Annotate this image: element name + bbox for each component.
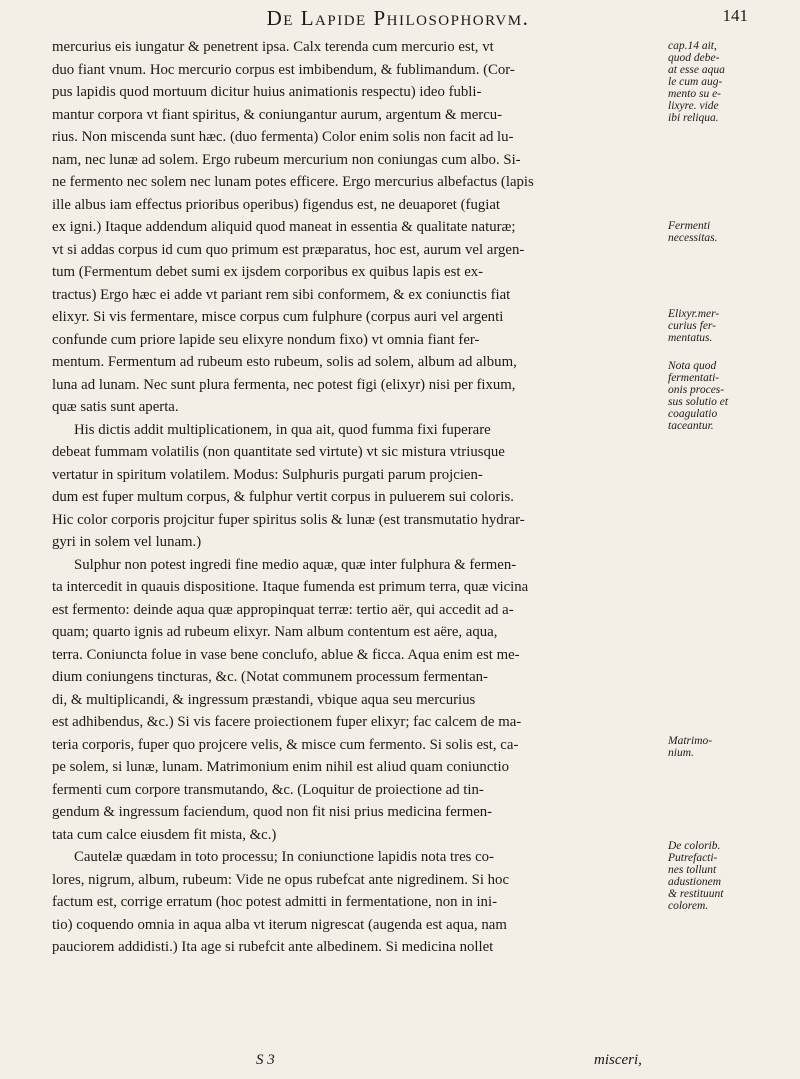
marginal-note-line: & restituunt <box>668 888 724 900</box>
text-line: fermenti cum corpore transmutando, &c. (Loquitur de proiectione ad tin- <box>52 781 484 798</box>
text-line: Cautelæ quædam in toto processu; In coniunctione lapidis nota tres co- <box>74 849 494 865</box>
text-line: mercurius eis iungatur & penetrent ipsa. Calx terenda cum mercurio est, vt <box>52 39 494 55</box>
text-line: gendum & ingressum faciendum, quod non fit nisi prius medicina fermen- <box>52 804 493 820</box>
text-line: pe solem, si lunæ, lunam. Matrimonium enim nihil est aliud quam coniunctio <box>52 759 510 775</box>
marginal-note-line: curius fer- <box>668 320 716 332</box>
marginal-note-6 <box>668 840 796 912</box>
text-line: terra. Coniuncta folue in vase bene conclufo, ablue & ficca. Aqua enim est me- <box>52 646 520 663</box>
text-line: Sulphur non potest ingredi fine medio aquæ, quæ inter fulphura & fermen- <box>74 556 517 573</box>
text-line: ne fermento nec solem nec lunam potes efficere. Ergo mercurius albefactus (lapis <box>52 174 534 190</box>
marginal-note-4 <box>668 360 796 432</box>
marginal-note-line: nium. <box>668 747 694 759</box>
text-line: tum (Fermentum debet sumi ex ijsdem corporibus ex quibus lapis est ex- <box>52 264 484 280</box>
text-line: luna ad lunam. Nec sunt plura fermenta, nec potest figi (elixyr) nisi per fixum, <box>52 376 516 393</box>
marginal-note-line: sus solutio et <box>668 396 729 408</box>
text-line: elixyr. Si vis fermentare, misce corpus cum fulphure (corpus auri vel argenti <box>52 309 504 325</box>
page-header <box>48 4 748 34</box>
marginal-note-line: De colorib. <box>668 840 721 852</box>
marginal-note-line: mento su e- <box>668 88 722 100</box>
marginal-note-line: fermentati- <box>668 372 720 384</box>
marginal-note-line: le cum aug- <box>668 76 723 88</box>
marginal-note-line: Nota quod <box>668 360 717 372</box>
text-line: mentum. Fermentum ad rubeum esto rubeum, solis ad solem, album ad album, <box>52 354 517 370</box>
marginal-note-line: coagulatio <box>668 408 718 420</box>
marginal-note-5 <box>668 735 796 759</box>
text-line: debeat fummam volatilis (non quantitate sed virtute) vt sic mistura vtriusque <box>52 444 505 460</box>
text-line: quam; quarto ignis ad rubeum elixyr. Nam album contentum est aëre, aqua, <box>52 624 498 640</box>
text-line: mantur corpora vt fiant spiritus, & coniungantur aurum, argentum & mercu- <box>52 106 503 123</box>
marginal-note-line: at esse aqua <box>668 64 725 76</box>
marginal-note-line: colorem. <box>668 900 709 912</box>
marginal-note-2 <box>668 220 796 244</box>
text-line: Hic color corporis projcitur fuper spiritus solis & lunæ (est transmutatio hydrar- <box>52 511 525 528</box>
text-line: pus lapidis quod mortuum dicitur huius animationis respectu) ideo fubli- <box>52 84 482 100</box>
running-head: De Lapide Philosophorvm. <box>266 6 530 30</box>
marginal-note-line: Putrefacti- <box>668 852 718 864</box>
text-line: rius. Non miscenda sunt hæc. (duo fermenta) Color enim solis non facit ad lu- <box>52 129 514 145</box>
text-line: lores, nigrum, album, rubeum: Vide ne opus rubefcat ante nigredinem. Si hoc <box>52 871 510 888</box>
marginal-note-line: Matrimo- <box>668 735 713 747</box>
text-line: tata cum calce eiusdem fit mista, &c.) <box>52 826 277 843</box>
page-number: 141 <box>722 6 748 25</box>
text-line: est adhibendus, &c.) Si vis facere proiectionem fuper elixyr; fac calcem de ma- <box>52 714 522 730</box>
marginal-note-line: onis proces- <box>668 384 725 396</box>
marginal-note-line: adustionem <box>668 876 722 888</box>
text-line: vertatur in spiritum volatilem. Modus: Sulphuris purgati parum projcien- <box>52 466 483 483</box>
text-line: di, & multiplicandi, & ingressum præstandi, vbique aqua seu mercurius <box>52 691 476 708</box>
text-line: est fermento: deinde aqua quæ appropinquat terræ: tertio aër, qui accedit ad a- <box>52 601 514 618</box>
marginal-note-line: ibi reliqua. <box>668 112 719 124</box>
marginal-note-line: mentatus. <box>668 332 713 344</box>
signature-mark: S 3 <box>256 1052 275 1068</box>
marginal-note-line: taceantur. <box>668 420 714 432</box>
marginal-note-line: quod debe- <box>668 52 720 64</box>
text-line: quæ satis sunt aperta. <box>52 399 179 415</box>
marginal-note-line: cap.14 ait, <box>668 40 717 52</box>
marginal-note-line: Fermenti <box>668 220 711 232</box>
marginal-note-line: Elixyr.mer- <box>668 308 720 320</box>
text-line: duo fiant vnum. Hoc mercurio corpus est imbibendum, & fublimandum. (Cor- <box>52 61 515 78</box>
text-line: confunde cum priore lapide seu elixyre nondum fixo) vt omnia fiant fer- <box>52 331 480 348</box>
text-line: ta intercedit in quauis dispositione. Itaque fumenda est primum terra, quæ vicina <box>52 579 529 595</box>
catchword: misceri, <box>594 1052 642 1068</box>
text-line: vt si addas corpus id cum quo primum est præparatus, hoc est, aurum vel argen- <box>52 241 525 258</box>
text-line: ex igni.) Itaque addendum aliquid quod maneat in essentia & qualitate naturæ; <box>52 219 516 235</box>
text-line: tractus) Ergo hæc ei adde vt pariant rem sibi conformem, & ex coniunctis fiat <box>52 286 511 303</box>
main-text-block <box>52 36 664 959</box>
text-line: gyri in solem vel lunam.) <box>52 534 202 550</box>
text-line: teria corporis, fuper quo projcere velis, & misce cum fermento. Si solis est, ca- <box>52 736 519 753</box>
text-line: dium coniungens tincturas, &c. (Notat communem processum fermentan- <box>52 669 488 685</box>
text-line: His dictis addit multiplicationem, in qua ait, quod fumma fixi fuperare <box>74 421 491 438</box>
marginal-note-line: lixyre. vide <box>668 100 719 112</box>
text-line: tio) coquendo omnia in aqua alba vt iterum nigrescat (augenda est aqua, nam <box>52 916 507 933</box>
marginal-note-1 <box>668 40 796 124</box>
marginal-note-line: nes tollunt <box>668 864 717 876</box>
text-line: pauciorem addidisti.) Ita age si rubefcit ante albedinem. Si medicina nollet <box>52 939 494 955</box>
text-line: factum est, corrige erratum (hoc potest admitti in fermentatione, non in ini- <box>52 894 497 910</box>
text-line: dum est fuper multum corpus, & fulphur vertit corpus in puluerem sui coloris. <box>52 489 514 505</box>
text-line: ille albus iam effectus prioribus operibus) figendus est, ne deuaporet (fugiat <box>52 196 501 213</box>
marginal-note-line: necessitas. <box>668 232 718 244</box>
marginal-note-3 <box>668 308 796 344</box>
text-line: nam, nec lunæ ad solem. Ergo rubeum mercurium non coniungas cum albo. Si- <box>52 151 521 168</box>
